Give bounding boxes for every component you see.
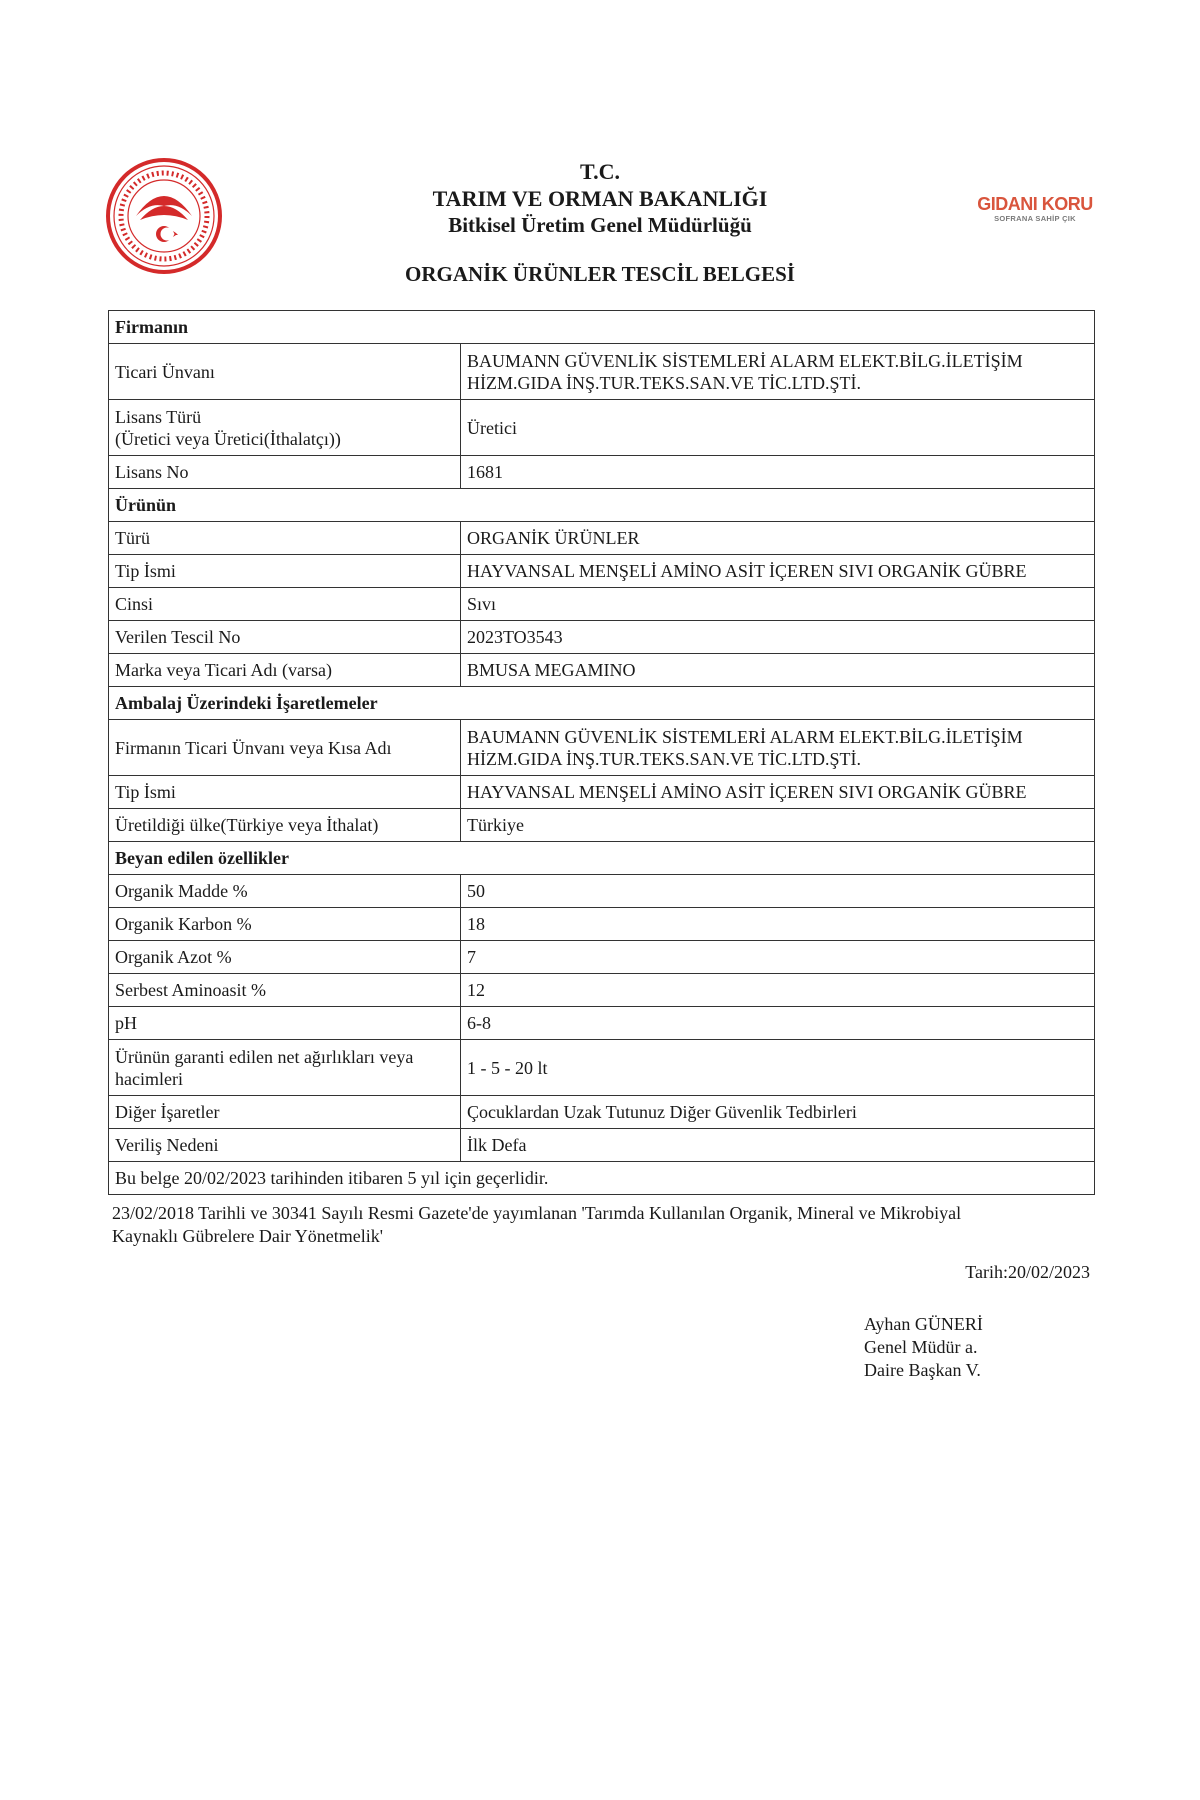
brand-logo [970,194,1100,223]
table-row [109,400,1095,456]
table-row [109,1040,1095,1096]
validity-note: Bu belge 20/02/2023 tarihinden itibaren 5 yıl için geçerlidir. [109,1162,1095,1195]
field-label: Türü [109,522,461,555]
field-value: 6-8 [461,1007,1095,1040]
field-value: BMUSA MEGAMINO [461,654,1095,687]
brand-tagline: SOFRANA SAHİP ÇIK [994,214,1076,223]
signer-title: Daire Başkan V. [864,1360,981,1380]
section-urun-heading: Ürünün [109,489,1095,522]
table-row [109,1096,1095,1129]
section-beyan-heading: Beyan edilen özellikler [109,842,1095,875]
document-title: ORGANİK ÜRÜNLER TESCİL BELGESİ [405,262,795,286]
table-row [109,974,1095,1007]
section-header-row [109,842,1095,875]
table-row [109,1129,1095,1162]
validity-row [109,1162,1095,1195]
header-line-3: Bitkisel Üretim Genel Müdürlüğü [448,213,752,237]
field-value: Sıvı [461,588,1095,621]
field-value: 2023TO3543 [461,621,1095,654]
section-firma-heading: Firmanın [109,311,1095,344]
field-value: 1 - 5 - 20 lt [461,1040,1095,1096]
section-ambalaj-heading: Ambalaj Üzerindeki İşaretlemeler [109,687,1095,720]
field-label: Organik Azot % [109,941,461,974]
brand-name: GIDANI KORU [977,194,1093,214]
field-value: Çocuklardan Uzak Tutunuz Diğer Güvenlik Tedbirleri [461,1096,1095,1129]
field-label: Verilen Tescil No [109,621,461,654]
document-header [300,158,900,239]
table-row [109,941,1095,974]
value-line: HİZM.GIDA İNŞ.TUR.TEKS.SAN.VE TİC.LTD.ŞTİ. [467,372,862,393]
ministry-seal-icon [104,156,224,276]
regulation-line: 23/02/2018 Tarihli ve 30341 Sayılı Resmi Gazete'de yayımlanan 'Tarımda Kullanılan Organik, Mineral ve Mikrobiyal [112,1203,962,1223]
header-line-2: TARIM VE ORMAN BAKANLIĞI [432,186,768,211]
table-row [109,344,1095,400]
table-row [109,555,1095,588]
field-label: Tip İsmi [109,776,461,809]
table-row [109,720,1095,776]
table-row [109,456,1095,489]
label-line: Ürünün garanti edilen net ağırlıkları veya [115,1046,414,1067]
field-label: Ticari Ünvanı [109,344,461,400]
field-value: 1681 [461,456,1095,489]
table-row [109,654,1095,687]
regulation-reference [112,1202,1092,1248]
field-label: Serbest Aminoasit % [109,974,461,1007]
section-header-row [109,687,1095,720]
field-value: İlk Defa [461,1129,1095,1162]
field-value: 12 [461,974,1095,1007]
issue-date: Tarih:20/02/2023 [965,1262,1090,1282]
field-label: Firmanın Ticari Ünvanı veya Kısa Adı [109,720,461,776]
field-label: Organik Karbon % [109,908,461,941]
field-value: 7 [461,941,1095,974]
table-row [109,588,1095,621]
field-value: 50 [461,875,1095,908]
field-label: Lisans No [109,456,461,489]
field-label: Organik Madde % [109,875,461,908]
value-line: BAUMANN GÜVENLİK SİSTEMLERİ ALARM ELEKT.BİLG.İLETİŞİM [467,350,1023,371]
field-value [461,344,1095,400]
field-value: 18 [461,908,1095,941]
label-line: Lisans Türü [115,406,202,427]
field-value: Türkiye [461,809,1095,842]
field-label: Marka veya Ticari Adı (varsa) [109,654,461,687]
field-label: Diğer İşaretler [109,1096,461,1129]
table-row [109,875,1095,908]
certificate-table [108,310,1095,1195]
field-value: ORGANİK ÜRÜNLER [461,522,1095,555]
label-line: hacimleri [115,1068,183,1089]
table-row [109,908,1095,941]
table-row [109,776,1095,809]
signature-block [864,1313,983,1382]
table-row [109,522,1095,555]
value-line: BAUMANN GÜVENLİK SİSTEMLERİ ALARM ELEKT.BİLG.İLETİŞİM [467,726,1023,747]
label-line: (Üretici veya Üretici(İthalatçı)) [115,428,341,449]
field-label [109,1040,461,1096]
signer-title: Genel Müdür a. [864,1337,978,1357]
field-label: Veriliş Nedeni [109,1129,461,1162]
field-value: HAYVANSAL MENŞELİ AMİNO ASİT İÇEREN SIVI ORGANİK GÜBRE [461,776,1095,809]
field-value: Üretici [461,400,1095,456]
signer-name: Ayhan GÜNERİ [864,1314,983,1334]
table-row [109,621,1095,654]
regulation-line: Kaynaklı Gübrelere Dair Yönetmelik' [112,1226,383,1246]
field-label: pH [109,1007,461,1040]
field-label: Tip İsmi [109,555,461,588]
table-row [109,1007,1095,1040]
field-value: HAYVANSAL MENŞELİ AMİNO ASİT İÇEREN SIVI ORGANİK GÜBRE [461,555,1095,588]
header-line-1: T.C. [580,159,620,184]
section-header-row [109,489,1095,522]
table-row [109,809,1095,842]
field-label: Cinsi [109,588,461,621]
field-label: Üretildiği ülke(Türkiye veya İthalat) [109,809,461,842]
section-header-row [109,311,1095,344]
field-value [461,720,1095,776]
value-line: HİZM.GIDA İNŞ.TUR.TEKS.SAN.VE TİC.LTD.ŞTİ. [467,748,862,769]
field-label [109,400,461,456]
